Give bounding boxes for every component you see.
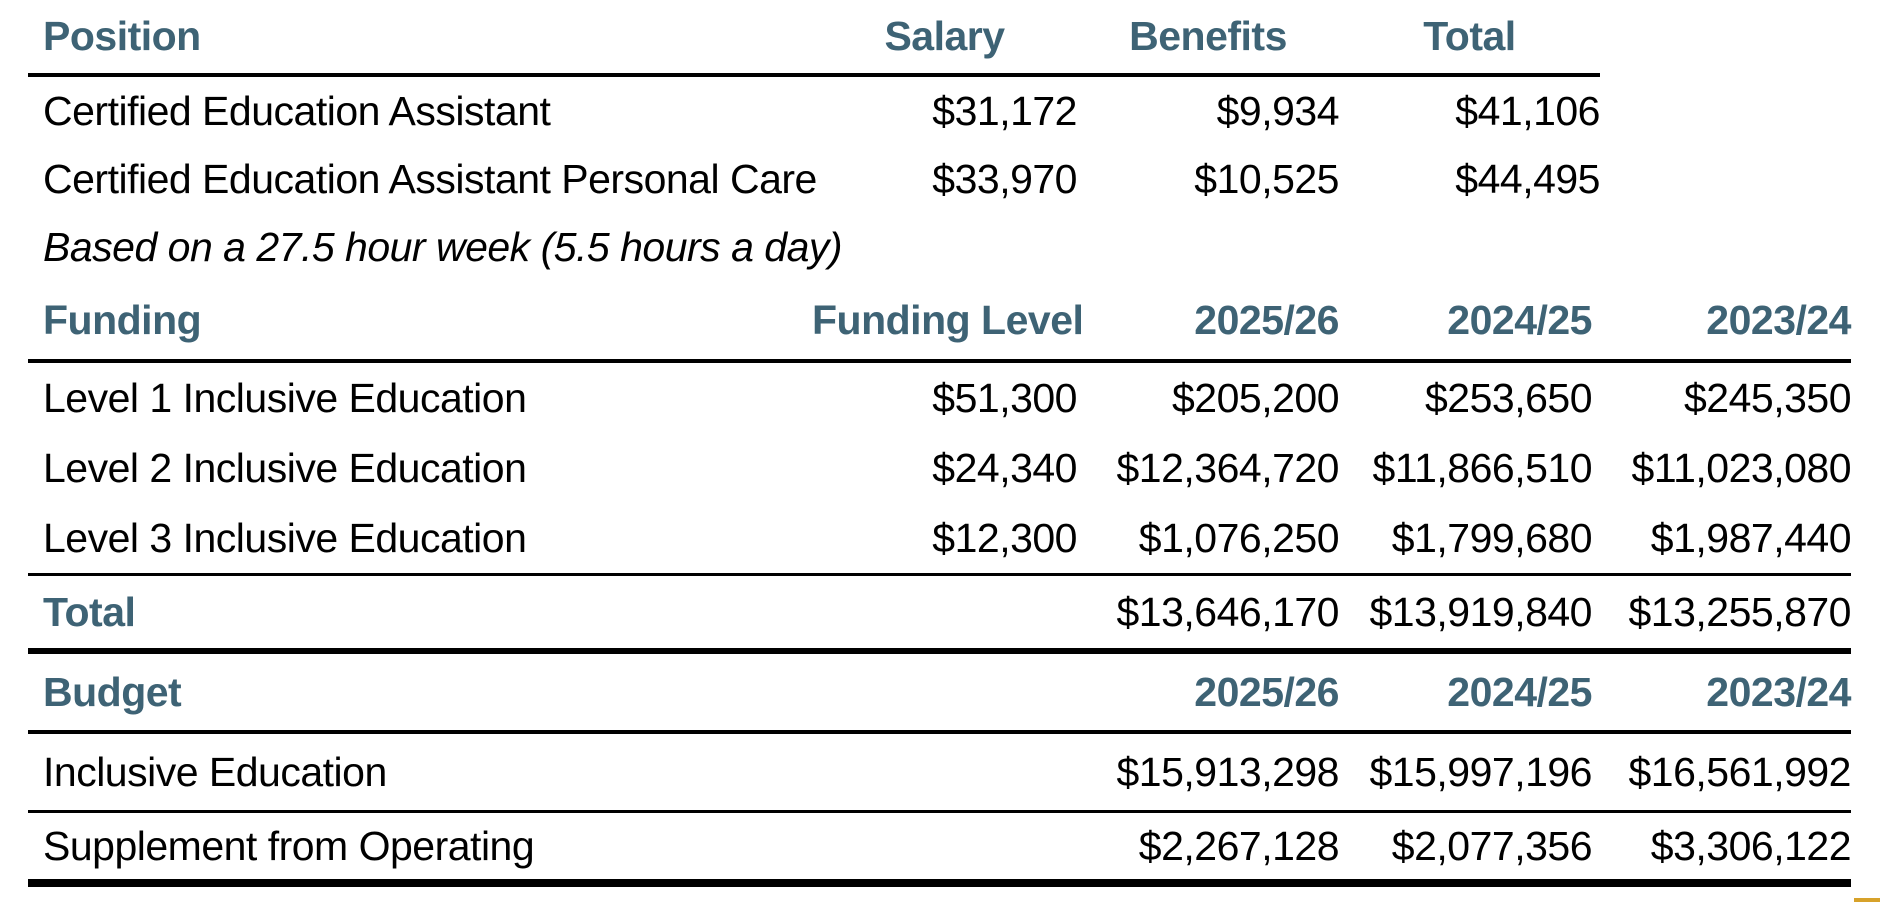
funding-level-header: Funding Level	[812, 296, 1084, 343]
total-2023-24: $13,255,870	[1628, 588, 1851, 635]
amount-2025-26: $1,076,250	[1138, 514, 1339, 561]
amount-2024-25: $11,866,510	[1372, 444, 1592, 491]
table-row	[28, 433, 1851, 503]
amount-2023-24: $16,561,992	[1628, 748, 1851, 795]
year-2024-25-header: 2024/25	[1447, 668, 1592, 715]
position-header: Position	[43, 13, 201, 59]
funding-level-value: $51,300	[932, 374, 1077, 421]
funding-level-name: Level 2 Inclusive Education	[43, 444, 527, 491]
table-row	[28, 503, 1851, 576]
funding-level-name: Level 3 Inclusive Education	[43, 514, 527, 561]
year-2023-24-header: 2023/24	[1706, 668, 1851, 715]
funding-level-value: $24,340	[932, 444, 1077, 491]
budget-header: Budget	[43, 668, 182, 715]
benefits-value: $9,934	[1216, 87, 1339, 134]
table-row	[28, 77, 1600, 145]
amount-2024-25: $253,650	[1424, 374, 1592, 421]
total-2024-25: $13,919,840	[1369, 588, 1592, 635]
year-2024-25-header: 2024/25	[1447, 296, 1592, 343]
table-row	[28, 363, 1851, 433]
hours-note: Based on a 27.5 hour week (5.5 hours a day)	[43, 223, 843, 270]
salary-header: Salary	[884, 13, 1005, 59]
funding-level-value: $12,300	[932, 514, 1077, 561]
amount-2025-26: $12,364,720	[1116, 444, 1339, 491]
budget-line-name: Inclusive Education	[43, 748, 387, 795]
amount-2023-24: $3,306,122	[1650, 822, 1851, 869]
total-2025-26: $13,646,170	[1116, 588, 1339, 635]
total-label: Total	[43, 588, 136, 635]
year-2023-24-header: 2023/24	[1706, 296, 1851, 343]
funding-table	[28, 281, 1851, 654]
amount-2023-24: $245,350	[1683, 374, 1851, 421]
table-row	[28, 734, 1851, 813]
position-table	[28, 0, 1600, 213]
amount-2024-25: $15,997,196	[1369, 748, 1592, 795]
position-name: Certified Education Assistant	[43, 87, 551, 134]
total-value: $44,495	[1455, 155, 1600, 202]
benefits-value: $10,525	[1194, 155, 1339, 202]
amount-2025-26: $2,267,128	[1138, 822, 1339, 869]
benefits-header: Benefits	[1129, 13, 1287, 59]
budget-table	[28, 654, 1851, 887]
budget-header-row	[28, 654, 1851, 734]
amount-2024-25: $2,077,356	[1391, 822, 1592, 869]
year-2025-26-header: 2025/26	[1194, 296, 1339, 343]
funding-level-name: Level 1 Inclusive Education	[43, 374, 527, 421]
table-row	[28, 145, 1600, 213]
funding-total-row	[28, 576, 1851, 654]
position-header-row	[28, 0, 1600, 77]
total-header: Total	[1423, 13, 1516, 59]
amount-2025-26: $205,200	[1171, 374, 1339, 421]
total-value: $41,106	[1455, 87, 1600, 134]
funding-header: Funding	[43, 296, 202, 343]
amount-2024-25: $1,799,680	[1391, 514, 1592, 561]
year-2025-26-header: 2025/26	[1194, 668, 1339, 715]
gold-corner-mark	[1854, 898, 1880, 902]
amount-2023-24: $1,987,440	[1650, 514, 1851, 561]
amount-2023-24: $11,023,080	[1631, 444, 1851, 491]
table-row	[28, 813, 1851, 887]
position-name: Certified Education Assistant Personal Care	[43, 155, 817, 202]
salary-value: $31,172	[932, 87, 1077, 134]
amount-2025-26: $15,913,298	[1116, 748, 1339, 795]
salary-value: $33,970	[932, 155, 1077, 202]
funding-header-row	[28, 281, 1851, 363]
budget-line-name: Supplement from Operating	[43, 822, 535, 869]
